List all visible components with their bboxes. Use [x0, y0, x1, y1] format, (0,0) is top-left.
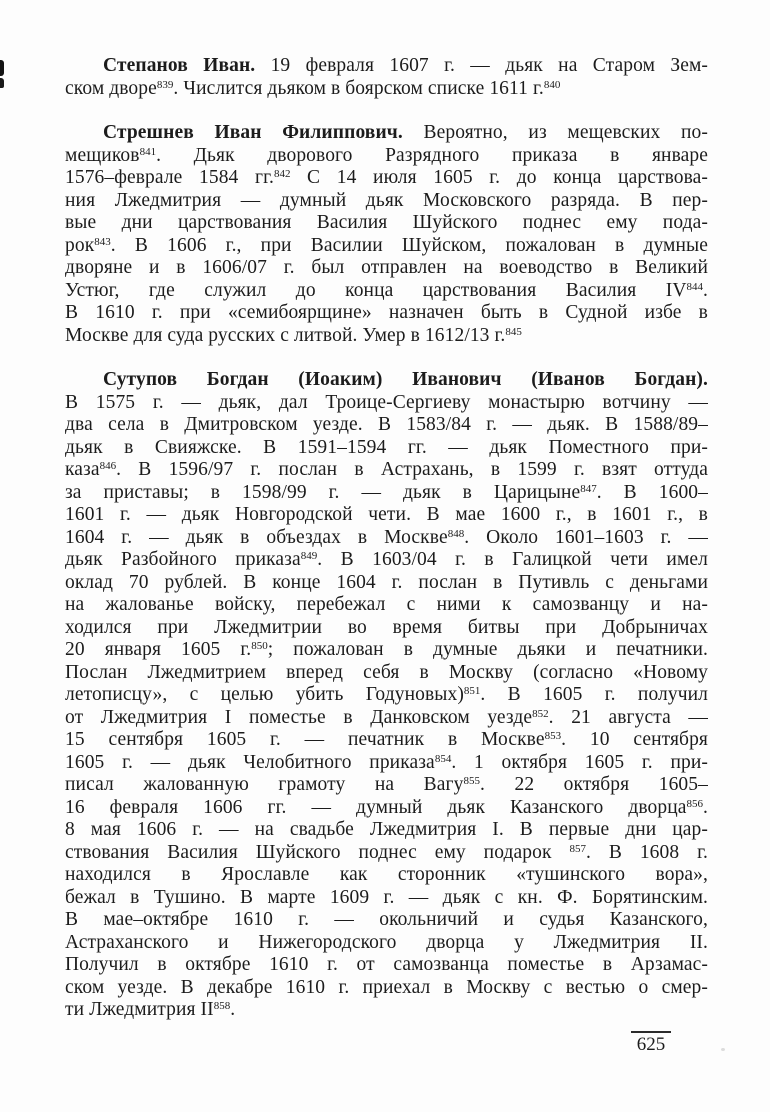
footnote-marker: 852: [532, 707, 549, 720]
text-line: ти Лжедмитрия II$^{858}$.: [65, 999, 236, 1020]
text-line: В мае–октябре 1610 г. — окольничий и судья Казанского,: [65, 909, 708, 930]
text-block: [65, 55, 708, 1022]
footnote-marker: 840: [543, 78, 561, 91]
text-line: ском уезде. В декабре 1610 г. приехал в Москву с вестью о смер-: [65, 976, 708, 998]
footnote-marker: 850: [251, 640, 268, 652]
text-line: Устюг, где служил до конца царствования Василия IV$^{844}$.: [65, 279, 708, 301]
text-line: за приставы; в 1598/99 г. — дьяк в Царицыне$^{847}$. В 1600–: [65, 481, 708, 503]
footnote-marker: 846: [99, 460, 117, 472]
footnote-marker: 843: [94, 235, 111, 248]
entry-name: Сутупов Богдан (Иоаким) Иванович (Иванов Богдан).: [103, 369, 708, 390]
text-line: ния Лжедмитрия — думный дьяк Московского разряда. В пер-: [65, 189, 708, 211]
text-line: оклад 70 рублей. В конце 1604 г. послан в Путивль с деньгами: [65, 571, 708, 593]
footnote-marker: 842: [273, 168, 291, 180]
text-line: Астраханского и Нижегородского дворца у Лжедмитрия II.: [65, 931, 708, 953]
footnote-marker: 858: [213, 1000, 231, 1012]
entry-name: Степанов Иван.: [103, 55, 256, 76]
page-number: 625: [636, 1034, 666, 1055]
page-number-block: [628, 1031, 674, 1056]
text-line: 15 сентября 1605 г. — печатник в Москве$^{853}$. 10 сентября: [65, 729, 708, 750]
footnote-marker: 847: [580, 482, 597, 495]
text-line: дьяк в Свияжске. В 1591–1594 гг. — дьяк Поместного при-: [65, 436, 708, 458]
text-line: 1601 г. — дьяк Новгородской чети. В мае 1600 г., в 1601 г., в: [65, 504, 708, 525]
text-line: вые дни царствования Василия Шуйского поднес ему пода-: [65, 212, 708, 233]
footnote-marker: 844: [686, 280, 704, 293]
text-line: дьяк Разбойного приказа$^{849}$. В 1603/04 г. в Галицкой чети имел: [65, 549, 708, 570]
scan-artifact-mark: [0, 60, 4, 76]
text-line: рок$^{843}$. В 1606 г., при Василии Шуйском, пожалован в думные: [65, 234, 708, 256]
paragraph: [65, 55, 708, 100]
text-line: ствования Василия Шуйского поднес ему подарок $^{857}$. В 1608 г.: [65, 841, 709, 863]
text-line: ском дворе$^{839}$. Числится дьяком в боярском списке 1611 г.$^{840}$: [65, 77, 561, 99]
footnote-marker: 839: [156, 78, 174, 91]
text-line: 1604 г. — дьяк в объездах в Москве$^{848}$. Около 1601–1603 г. —: [65, 526, 708, 548]
text-line: 1605 г. — дьяк Челобитного приказа$^{854}$. 1 октября 1605 г. при-: [65, 751, 708, 773]
footnote-marker: 855: [463, 775, 480, 787]
footnote-marker: 841: [139, 145, 157, 158]
text-line: В 1610 г. при «семибоярщине» назначен быть в Судной избе в: [65, 302, 708, 323]
text-line: находился в Ярославле как сторонник «тушинского вора»,: [65, 864, 708, 885]
text-line: В 1575 г. — дьяк, дал Троице-Сергиеву монастырю вотчину —: [65, 391, 708, 413]
footnote-marker: 854: [434, 752, 452, 765]
paragraph: [65, 122, 708, 347]
text-line: бежал в Тушино. В марте 1609 г. — дьяк с кн. Ф. Борятинским.: [65, 886, 708, 908]
footnote-marker: 849: [300, 550, 318, 562]
text-line: дворяне и в 1606/07 г. был отправлен на воеводство в Великий: [65, 257, 708, 278]
footnote-marker: 856: [686, 797, 704, 810]
page-number-rule: [631, 1031, 671, 1033]
text-line: от Лжедмитрия I поместье в Данковском уезде$^{852}$. 21 августа —: [65, 706, 708, 728]
entry-name: Стрешнев Иван Филиппович.: [103, 122, 403, 143]
text-line: [65, 369, 708, 392]
paragraph: [65, 369, 708, 1022]
footnote-marker: 853: [544, 730, 562, 742]
text-line: каза$^{846}$. В 1596/97 г. послан в Астрахань, в 1599 г. взят оттуда: [65, 459, 708, 480]
text-line: 1576–феврале 1584 гг.$^{842}$ С 14 июля 1605 г. до конца царствова-: [65, 167, 708, 188]
scan-artifact-dot: [721, 1048, 725, 1051]
text-line: писал жалованную грамоту на Вагу$^{855}$. 22 октября 1605–: [65, 774, 708, 795]
text-line: Москве для суда русских с литвой. Умер в 1612/13 г.$^{845}$: [65, 324, 522, 346]
text-line: ходился при Лжедмитрии во время битвы при Добрыничах: [65, 616, 708, 638]
footnote-marker: 845: [505, 325, 522, 338]
text-line: 20 января 1605 г.$^{850}$; пожалован в думные дьяки и печатники.: [65, 639, 708, 660]
text-line: два села в Дмитровском уезде. В 1583/84 г. — дьяк. В 1588/89–: [65, 414, 708, 435]
footnote-marker: 857: [569, 842, 586, 855]
text-line: летописцу», с целью убить Годуновых)$^{851}$. В 1605 г. получил: [65, 684, 708, 705]
text-line: Получил в октябре 1610 г. от самозванца поместье в Арзамас-: [65, 954, 708, 975]
footnote-marker: 848: [447, 527, 465, 540]
text-line: мещиков$^{841}$. Дьяк дворового Разрядного приказа в январе: [65, 144, 708, 166]
scan-artifact-mark: [0, 78, 4, 88]
text-line: 8 мая 1606 г. — на свадьбе Лжедмитрия I. В первые дни цар-: [65, 819, 708, 840]
footnote-marker: 851: [463, 685, 481, 697]
text-line: Стрешнев Иван Филиппович. Вероятно, из мещевских по-: [103, 122, 708, 143]
text-line: Послан Лжедмитрием вперед себя в Москву (согласно «Новому: [65, 661, 708, 683]
text-line: на жалованье войску, перебежал с ними к самозванцу и на-: [65, 594, 708, 615]
text-line: Степанов Иван. 19 февраля 1607 г. — дьяк на Старом Зем-: [103, 55, 708, 76]
text-line: 16 февраля 1606 гг. — думный дьяк Казанского дворца$^{856}$.: [65, 796, 708, 818]
